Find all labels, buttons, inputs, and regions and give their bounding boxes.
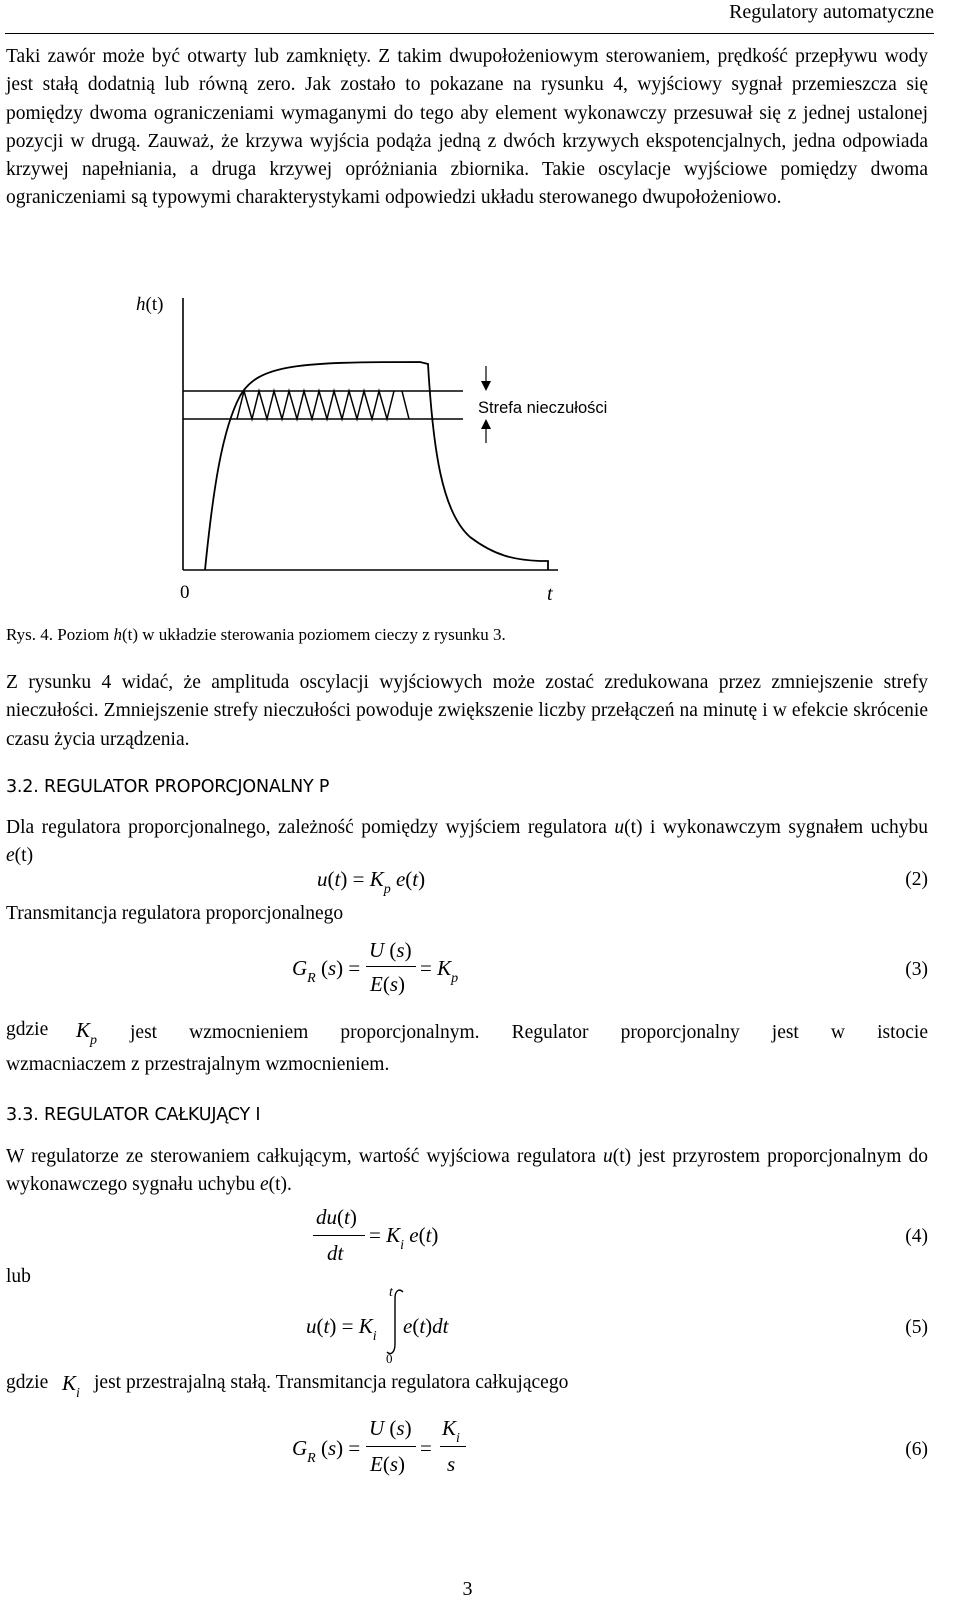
equation-6-equals: = (420, 1436, 432, 1460)
equation-4-denominator: dt (327, 1241, 344, 1265)
equation-3-fraction-bar (366, 966, 416, 967)
equation-3-number: (3) (905, 959, 928, 980)
symbol-ki: $K_i$ (62, 1371, 80, 1401)
text-transmitancja-p: Transmitancja regulatora proporcjonalnego (6, 903, 344, 924)
origin-label: 0 (180, 582, 190, 603)
paragraph-integral-intro: W regulatorze ze sterowaniem całkującym, wartość wyjściowa regulatora u(t) jest przyrostem proporcjonalnym do wykonawczego sygnału uchybu e(t). (6, 1146, 928, 1196)
level-curve (205, 362, 548, 570)
equation-6-numerator: U (s) (369, 1416, 412, 1440)
deadband-arrow-bottom-head (481, 419, 491, 429)
oscillation-zigzag (237, 391, 409, 419)
equation-3-numerator: U (s) (369, 938, 412, 962)
equation-6-denominator: E(s) (370, 1452, 406, 1476)
figure-caption: Rys. 4. Poziom h(t) w układzie sterowania poziomem cieczy z rysunku 3. (6, 625, 506, 644)
equation-6-number: (6) (905, 1439, 928, 1460)
page-number: 3 (462, 1578, 473, 1600)
equation-5-integrand: e(t)dt (403, 1314, 449, 1338)
page-header: Regulatory automatyczne (729, 1, 934, 23)
paragraph-deadband-amplitude: Z rysunku 4 widać, że amplituda oscylacji wyjściowych może zostać zredukowana przez zmniejszenie strefy nieczułości. Zmniejszenie strefy nieczułości powoduje zwiększenie liczby przełączeń na minutę i w efekcie skrócenie czasu życia urządzenia. (6, 672, 928, 750)
paragraph-proportional-intro: Dla regulatora proporcjonalnego, zależność pomiędzy wyjściem regulatora u(t) i wykonawczym sygnałem uchybu e(t) (6, 817, 928, 867)
equation-5-number: (5) (905, 1317, 928, 1338)
equation-3-lhs: $G_R$ (s) = (292, 956, 361, 986)
equation-2: $u(t) = K_p$ e(t) (317, 867, 426, 897)
deadband-arrow-top-head (481, 381, 491, 391)
header-rule (5, 33, 934, 34)
x-axis-label: t (547, 583, 553, 605)
section-title-integral: 3.3. REGULATOR CAŁKUJĄCY I (6, 1105, 261, 1125)
paragraph-two-position-control: Taki zawór może być otwarty lub zamknięty. Z takim dwupołożeniowym sterowaniem, prędkość przepływu wody jest stałą dodatnią lub równą zero. Jak zostało to pokazane na rysunku 4, wyjściowy sygnał przemieszcza się pomiędzy dwoma ograniczeniami wymaganymi do tego aby element wykonawczy przesuwał się z jednej ustalonej pozycji w drugą. Zauważ, że krzywa wyjścia podąża jedną z dwóch krzywych ekspotencjalnych, jedna odpowiada krzywej napełniania, a druga krzywej opróżniania zbiornika. Takie oscylacje wyjściowe pomiędzy dwoma ograniczeniami są typowymi charakterystykami odpowiedzi układu sterowanego dwupołożeniowo. (6, 46, 928, 209)
equation-4-numerator: du(t) (316, 1205, 357, 1229)
text-lub: lub (6, 1266, 31, 1287)
text-kp-description-cont: wzmacniaczem z przestrajalnym wzmocnieniem. (6, 1054, 390, 1075)
equation-6-rhs-fraction-bar (440, 1446, 466, 1447)
text-kp-description: jest wzmocnieniem proporcjonalnym. Regulator proporcjonalny jest w istocie (130, 1022, 928, 1043)
equation-6-rhs-denominator: s (447, 1452, 456, 1476)
figure-level-response (0, 280, 960, 620)
equation-4-number: (4) (905, 1226, 928, 1247)
text-gdzie-kp: gdzie (6, 1019, 49, 1040)
equation-4-fraction-bar (313, 1235, 365, 1236)
symbol-kp: $K_p$ (76, 1018, 98, 1048)
equation-6-fraction-bar (366, 1446, 416, 1447)
svg-text:t: t (389, 1286, 393, 1300)
equation-4-rhs: = $K_i$ e(t) (369, 1223, 439, 1253)
equation-3-rhs: = $K_p$ (420, 956, 459, 986)
text-ki-description: jest przestrajalną stałą. Transmitancja regulatora całkującego (94, 1372, 569, 1393)
svg-text:0: 0 (386, 1351, 393, 1364)
equation-6-lhs: $G_R$ (s) = (292, 1436, 361, 1466)
equation-3-denominator: E(s) (370, 972, 406, 996)
y-axis-label: h(t) (136, 294, 164, 315)
equation-5-lhs: $u(t) = K_i$ (306, 1314, 377, 1344)
equation-2-number: (2) (905, 869, 928, 890)
text-gdzie-ki: gdzie (6, 1372, 49, 1393)
deadband-label: Strefa nieczułości (478, 399, 608, 417)
section-title-proportional: 3.2. REGULATOR PROPORCJONALNY P (6, 777, 330, 797)
equation-6-rhs-numerator: $K_i$ (442, 1416, 460, 1446)
